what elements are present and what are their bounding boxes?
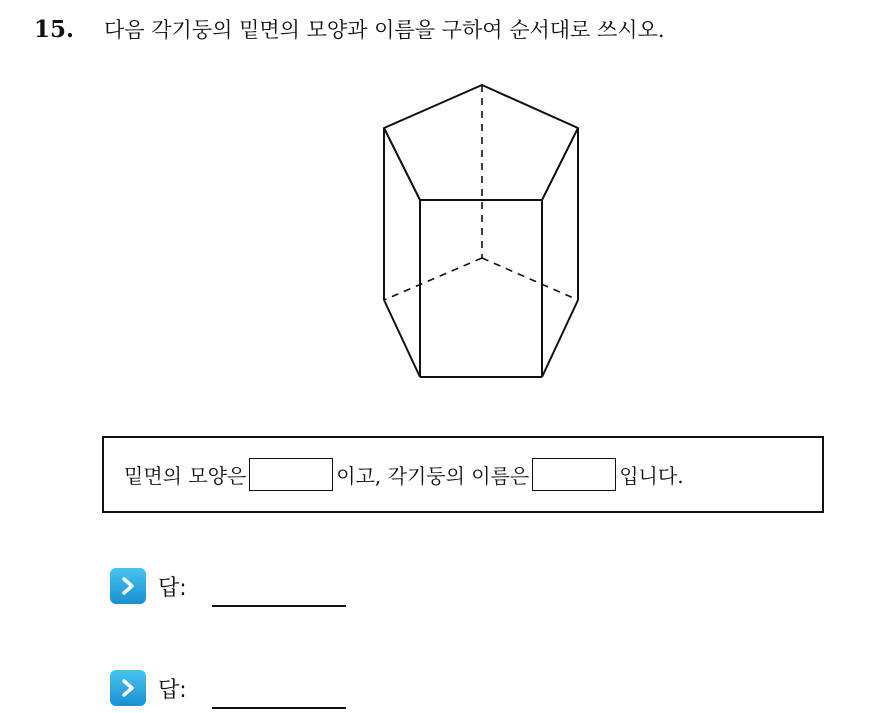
answer-label: 답: (158, 677, 187, 703)
answer-line-2[interactable] (212, 689, 346, 709)
top-pentagon (384, 85, 578, 200)
sentence-part-1: 밑면의 모양은 (124, 464, 247, 488)
blank-prism-name[interactable] (532, 458, 616, 491)
answer-row-2 (110, 670, 346, 706)
sentence-part-2: 이고, 각기둥의 이름은 (336, 464, 530, 488)
answer-label: 답: (158, 575, 187, 601)
chevron-right-icon (110, 670, 146, 706)
bottom-right (542, 300, 578, 377)
bottom-left (384, 300, 420, 377)
chevron-right-icon (110, 568, 146, 604)
answer-line-1[interactable] (212, 587, 346, 607)
fill-in-sentence-box (102, 436, 824, 513)
hidden-bottom-left (384, 258, 482, 300)
question-number: 15. (34, 15, 75, 43)
question-text: 다음 각기둥의 밑면의 모양과 이름을 구하여 순서대로 쓰시오. (104, 18, 665, 42)
blank-base-shape[interactable] (249, 458, 333, 491)
sentence-part-3: 입니다. (619, 464, 684, 488)
hidden-bottom-right (482, 258, 578, 300)
answer-row-1 (110, 568, 346, 604)
